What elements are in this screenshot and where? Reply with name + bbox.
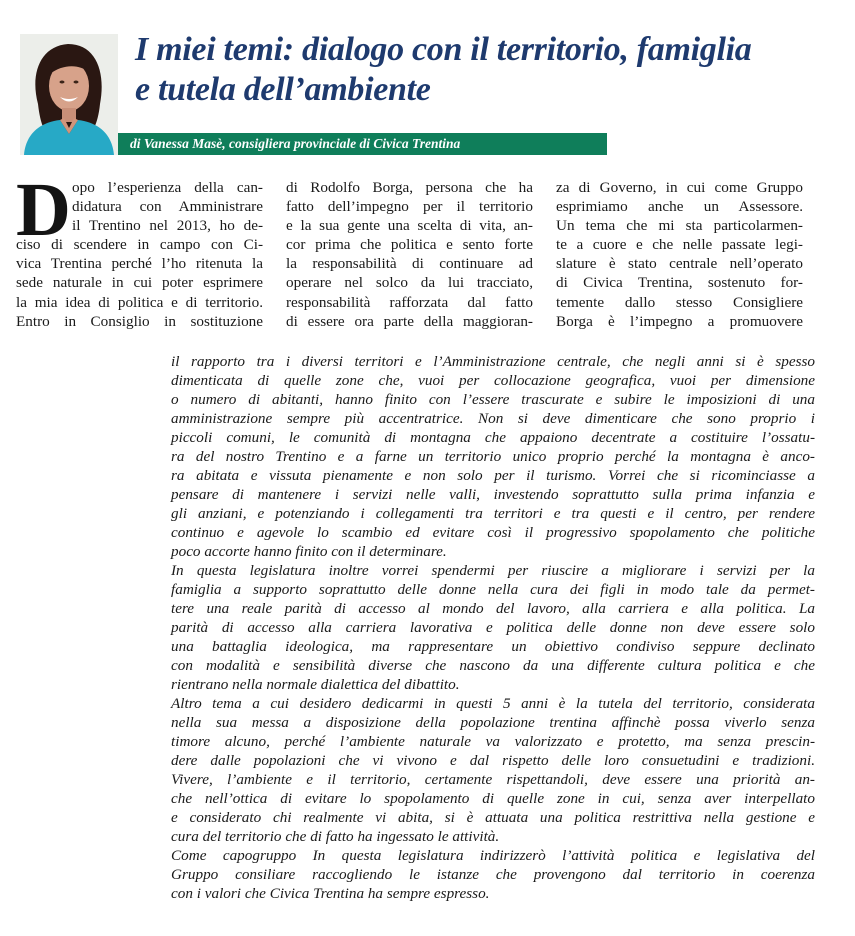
byline: di Vanessa Masè, consigliera provinciale di Civica Trentina: [130, 136, 461, 151]
column-line: Borga è l’impegno a promuovere: [556, 312, 803, 330]
body-line: Come capogruppo In questa legislatura indirizzerò l’attività politica e legislativa del: [171, 847, 815, 864]
body-line: rientrano nella normale dialettica del dibattito.: [171, 676, 460, 693]
column-line: sede naturale in cui poter esprimere: [16, 274, 263, 292]
body-line: In questa legislatura inoltre vorrei spendermi per riuscire a migliorare i servizi per la: [171, 562, 815, 579]
body-line: pensare di mantenere i servizi nelle valli, investendo soprattutto sulla prima infanzia e: [171, 486, 815, 503]
body-line: continuo e agevole lo scambio ed evitare così il progressivo spopolamento che politiche: [171, 524, 815, 541]
column-line: di Rodolfo Borga, persona che ha: [286, 179, 533, 196]
body-line: che nell’ottica di evitare lo spopolamento di quelle zone in cui, senza aver interpellato: [171, 790, 815, 807]
body-line: una battaglia ideologica, ma rappresentare un obiettivo condiviso seppure declinato: [171, 638, 815, 655]
intro-columns: [16, 168, 826, 338]
title-line-1: I miei temi: dialogo con il territorio, famiglia: [135, 31, 752, 68]
body-line: ra abitata e vissuta pienamente e non solo per il turismo. Vorrei che si ricominciasse a: [171, 467, 815, 484]
column-line: za di Governo, in cui come Gruppo: [556, 179, 803, 196]
column-line: slature è stato centrale nell’operato: [556, 255, 803, 273]
body-line: Gruppo consiliare raccogliendo le istanze che provengono dal territorio in coerenza: [171, 866, 815, 883]
column-line: esprimiamo anche un Assessore.: [556, 198, 803, 216]
body-line: dimenticata di quelle zone che, vuoi per collocazione geografica, vuoi per dimensione: [171, 372, 815, 389]
body-line: timore alcuno, perché l’ambiente naturale va valorizzato e protetto, ma senza prescin-: [171, 733, 815, 750]
body-line: piccoli comuni, le comunità di montagna che appaiono decentrate a costituire l’ossatu-: [171, 429, 815, 446]
body-line: tere una reale parità di accesso al mondo del lavoro, alla carriera e alla politica. La: [171, 600, 815, 617]
column-line: e la sua gente una scelta di vita, an-: [286, 217, 533, 235]
column-line: ciso di scendere in campo con Ci-: [16, 236, 263, 254]
column-1: [16, 168, 263, 331]
column-line: didatura con Amministrare: [72, 198, 263, 216]
body-line: famiglia a supporto soprattutto delle donne nella cura dei figli in modo tale da permet-: [171, 581, 815, 598]
column-line: di Civica Trentina, sostenuto for-: [556, 274, 803, 292]
body-line: dere dalle popolazioni che vi vivono e dal rispetto delle loro consuetudini e tradizioni.: [171, 752, 815, 769]
column-line: fatto dell’impegno per il territorio: [286, 198, 533, 216]
title-line-2: e tutela dell’ambiente: [135, 71, 431, 108]
body-line: con modalità e sensibilità diverse che nascono da una differente cultura politica e che: [171, 657, 815, 674]
body-line: ra del nostro Trentino e a farne un territorio unico proprio perché la montagna è anco-: [171, 448, 815, 465]
body-line: gli anziani, e potenziando i collegamenti tra territori e tra questi e il centro, per rendere: [171, 505, 815, 522]
body-line: Vivere, l’ambiente e il territorio, certamente rispettandoli, deve essere una priorità an-: [171, 771, 815, 788]
column-line: di essere ora parte della maggioran-: [286, 312, 533, 330]
body-line: parità di accesso alla carriera lavorativa e politica delle donne non deve essere solo: [171, 619, 815, 636]
column-line: Entro in Consiglio in sostituzione: [16, 312, 263, 330]
column-line: opo l’esperienza della can-: [72, 179, 263, 196]
column-line: la mia idea di politica e di territorio.: [16, 293, 263, 311]
drop-cap: D: [16, 168, 71, 252]
column-line: responsabilità rafforzata dal fatto: [286, 293, 533, 311]
column-line: te a cuore e che nelle passate legi-: [556, 236, 803, 254]
body-line: il rapporto tra i diversi territori e l’Amministrazione centrale, che negli anni si è spesso: [171, 353, 815, 370]
author-portrait-image: [20, 34, 118, 155]
body-line: nella sua messa a disposizione della popolazione trentina affinchè possa viverlo senza: [171, 714, 815, 731]
body-line: o numero di abitanti, hanno finito con l’essere trascurate e subire le imposizioni di una: [171, 391, 815, 408]
body-line: e considerato chi realmente vi abita, si è attuata una politica restrittiva nella gestione e: [171, 809, 815, 826]
column-line: temente dallo stesso Consigliere: [556, 293, 803, 311]
italic-body: [171, 352, 815, 903]
column-line: il Trentino nel 2013, ho de-: [72, 217, 263, 235]
column-line: Un tema che mi sta particolarmen-: [556, 217, 803, 235]
body-line: amministrazione sempre più accentratrice. Non si deve dimenticare che sono proprio i: [171, 410, 815, 427]
column-line: vica Trentina perché l’ho ritenuta la: [16, 255, 263, 273]
article-title: [135, 30, 835, 110]
body-line: Altro tema a cui desidero dedicarmi in questi 5 anni è la tutela del territorio, considerata: [171, 695, 815, 712]
column-3: [556, 178, 803, 331]
column-line: cor prima che politica e sento forte: [286, 236, 533, 254]
body-line: con i valori che Civica Trentina ha sempre espresso.: [171, 885, 490, 902]
author-photo: [20, 34, 118, 155]
body-line: cura del territorio che di fatto ha ingessato le attività.: [171, 828, 500, 845]
column-line: la responsabilità di continuare ad: [286, 255, 533, 273]
column-line: operare nel solco da lui tracciato,: [286, 274, 533, 292]
column-2: [286, 178, 533, 331]
byline-bar: [118, 133, 607, 155]
body-line: poco accorte hanno finito con il determinare.: [171, 543, 447, 560]
